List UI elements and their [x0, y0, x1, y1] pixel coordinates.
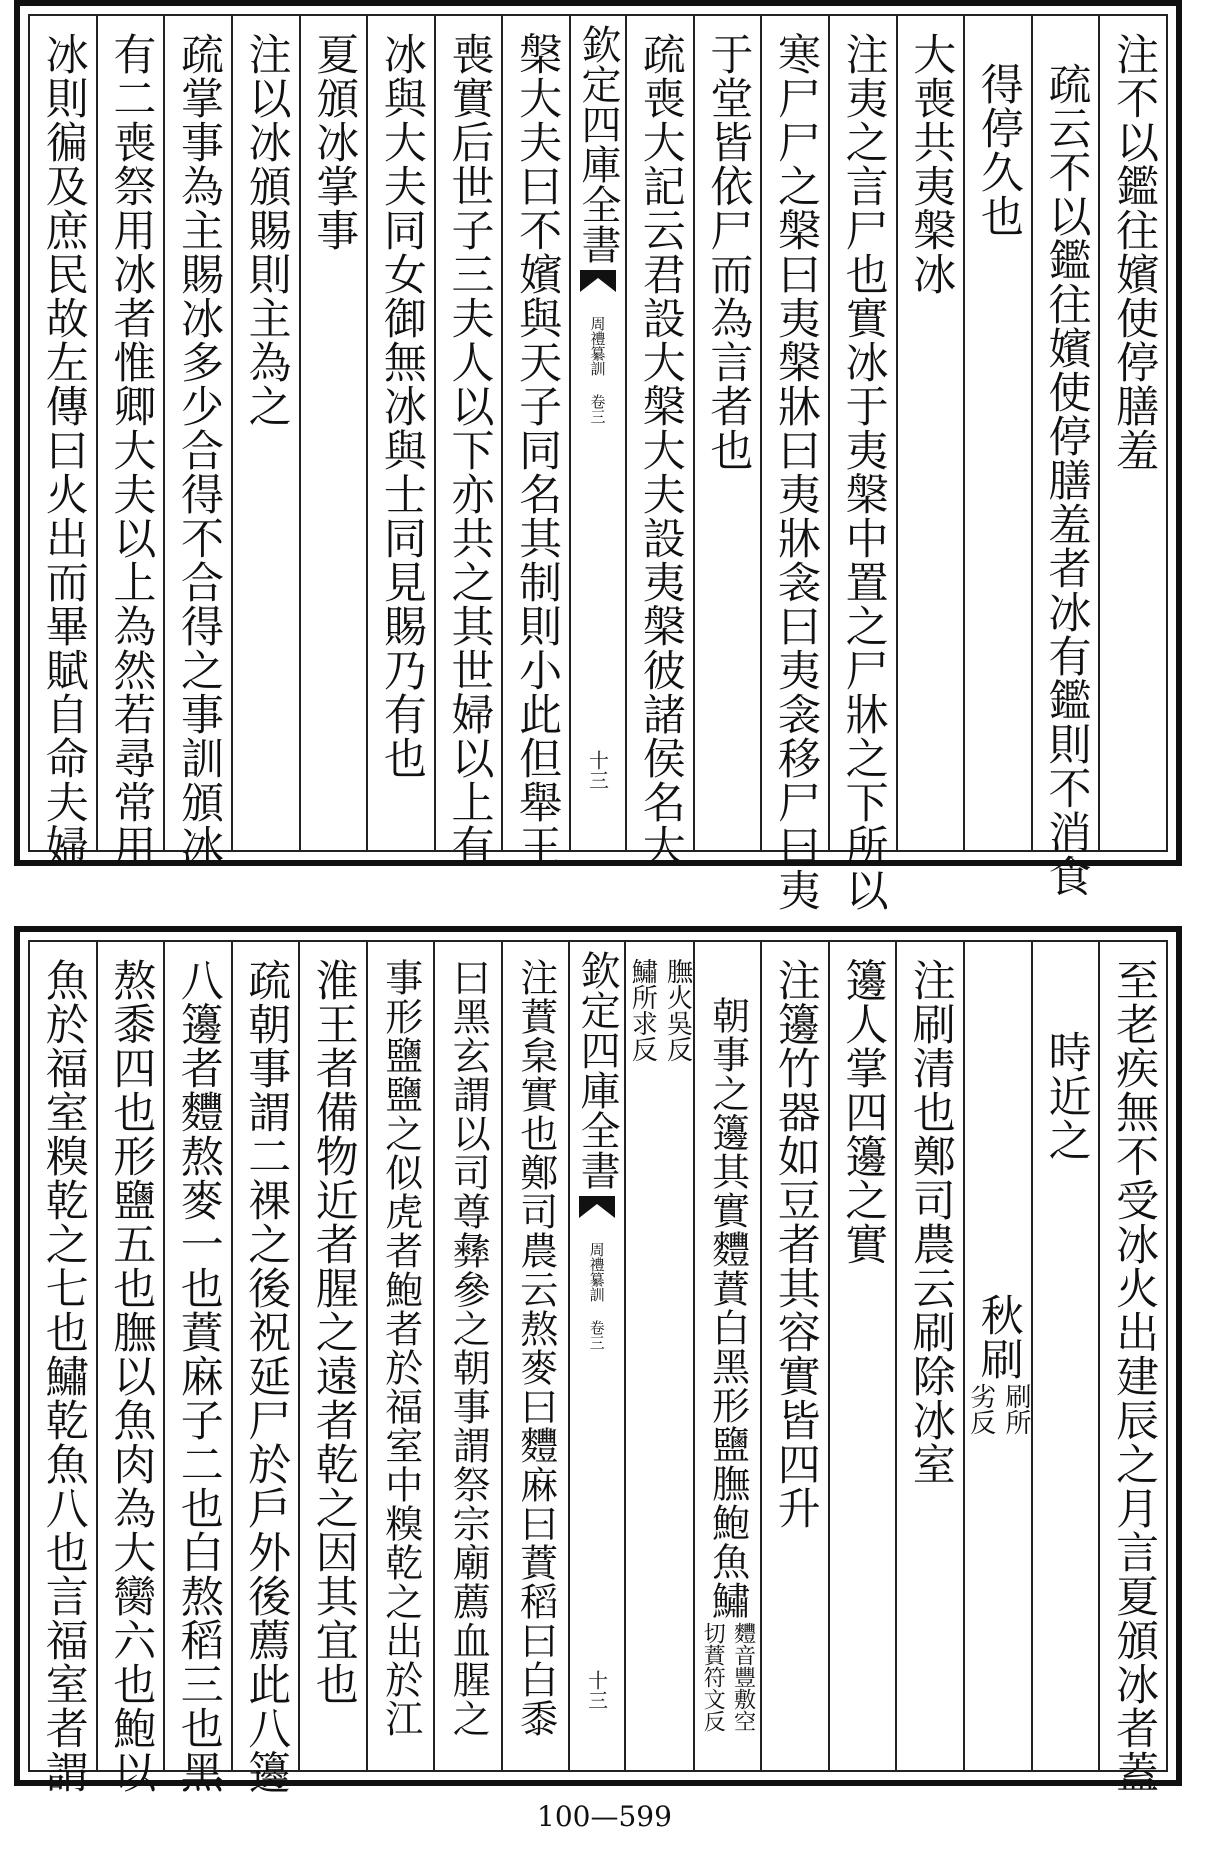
- upper-page-frame: [28, 14, 1168, 912]
- text-column: 疏喪大記云君設大槃大夫設夷槃彼諸侯名大: [625, 16, 693, 850]
- lower-page-panel: [14, 926, 1182, 1794]
- center-fold-column: [569, 16, 625, 850]
- text-column: 八籩者麷熬麥一也蕡麻子二也白熬稻三也黑: [163, 942, 231, 1770]
- fish-tail-mark-icon: [580, 270, 616, 292]
- text-column: 時近之: [1031, 942, 1099, 1770]
- leaf-number: 十三: [584, 1670, 609, 1710]
- text-column: 寒尸尸之槃曰夷槃牀曰夷牀衾曰夷衾移尸曰夷: [760, 16, 828, 850]
- text-column: 疏朝事謂二祼之後祝延尸於戶外後薦此八籩: [231, 942, 299, 1770]
- upper-page-panel: [14, 0, 1182, 912]
- text-column: 喪實后世子三夫人以下亦共之其世婦以上有: [434, 16, 502, 850]
- text-column: 曰黑玄謂以司尊彝參之朝事謂祭宗廟薦血腥之: [433, 942, 501, 1770]
- volume-label: 卷三: [588, 394, 607, 424]
- text-column: 有二喪祭用冰者惟卿大夫以上為然若尋常用: [96, 16, 164, 850]
- text-column: 大喪共夷槃冰: [896, 16, 964, 850]
- text-column: 淮王者備物近者腥之遠者乾之因其宜也: [298, 942, 366, 1770]
- interlinear-note: 刷所 劣反: [965, 1383, 1031, 1435]
- leaf-number: 十三: [585, 750, 610, 790]
- text-column: 注蕡枲實也鄭司農云熬麥曰麷麻曰蕡稻曰白黍: [501, 942, 569, 1770]
- text-column: 注不以鑑往嬪使停膳羞: [1098, 16, 1166, 850]
- text-column: 于堂皆依尸而為言者也: [693, 16, 761, 850]
- volume-label: 卷三: [587, 1320, 606, 1350]
- book-title: 周禮纂訓: [587, 1242, 606, 1302]
- text-column: 注夷之言尸也實冰于夷槃中置之尸牀之下所以: [828, 16, 896, 850]
- text-column: 魚於福室糗乾之七也鱐乾魚八也言福室者謂: [38, 958, 89, 1794]
- text-column: 熬黍四也形鹽五也膴以魚肉為大臠六也鮑以: [96, 942, 164, 1770]
- text-column: 疏云不以鑑往嬪使停膳羞者冰有鑑則不消食: [1031, 16, 1099, 850]
- fish-tail-mark-icon: [579, 1196, 615, 1218]
- series-title: 欽定四庫全書: [574, 950, 621, 1190]
- book-title: 周禮纂訓: [588, 316, 607, 376]
- interlinear-note-column: 膴火吳反 鱐所求反: [624, 942, 692, 1770]
- text-column: 注以冰頒賜則主為之: [231, 16, 299, 850]
- text-column: 冰則徧及庶民故左傳曰火出而畢賦自命夫婦: [38, 32, 89, 868]
- text-column: 秋刷 刷所 劣反: [963, 942, 1031, 1770]
- text-column: 疏掌事為主賜冰多少合得不合得之事訓頒冰: [163, 16, 231, 850]
- text-column: 籩人掌四籩之實: [828, 942, 896, 1770]
- text-column: 至老疾無不受冰火出建辰之月言夏頒冰者蓋: [1098, 942, 1166, 1770]
- center-fold-column: [568, 942, 624, 1770]
- text-column: 冰與大夫同女御無冰與士同見賜乃有也: [366, 16, 434, 850]
- text-column: 得停久也: [963, 16, 1031, 850]
- text-column: 朝事之籩其實麷蕡白黑形鹽膴鮑魚鱐 麷音豐敷空 切蕡符文反: [693, 942, 761, 1770]
- text-column: 槃大夫曰不嬪與天子同名其制則小此但舉王: [501, 16, 569, 850]
- text-column: 事形鹽鹽之似虎者鮑者於福室中糗乾之出於江: [366, 942, 434, 1770]
- text-column: 注刷清也鄭司農云刷除冰室: [895, 942, 963, 1770]
- page-number: 100—599: [537, 1800, 672, 1833]
- text-column: 注籩竹器如豆者其容實皆四升: [760, 942, 828, 1770]
- text-column: 夏頒冰掌事: [299, 16, 367, 850]
- series-title: 欽定四庫全書: [575, 24, 621, 264]
- interlinear-note: 麷音豐敷空 切蕡符文反: [700, 1622, 756, 1732]
- lower-page-frame: [28, 940, 1168, 1794]
